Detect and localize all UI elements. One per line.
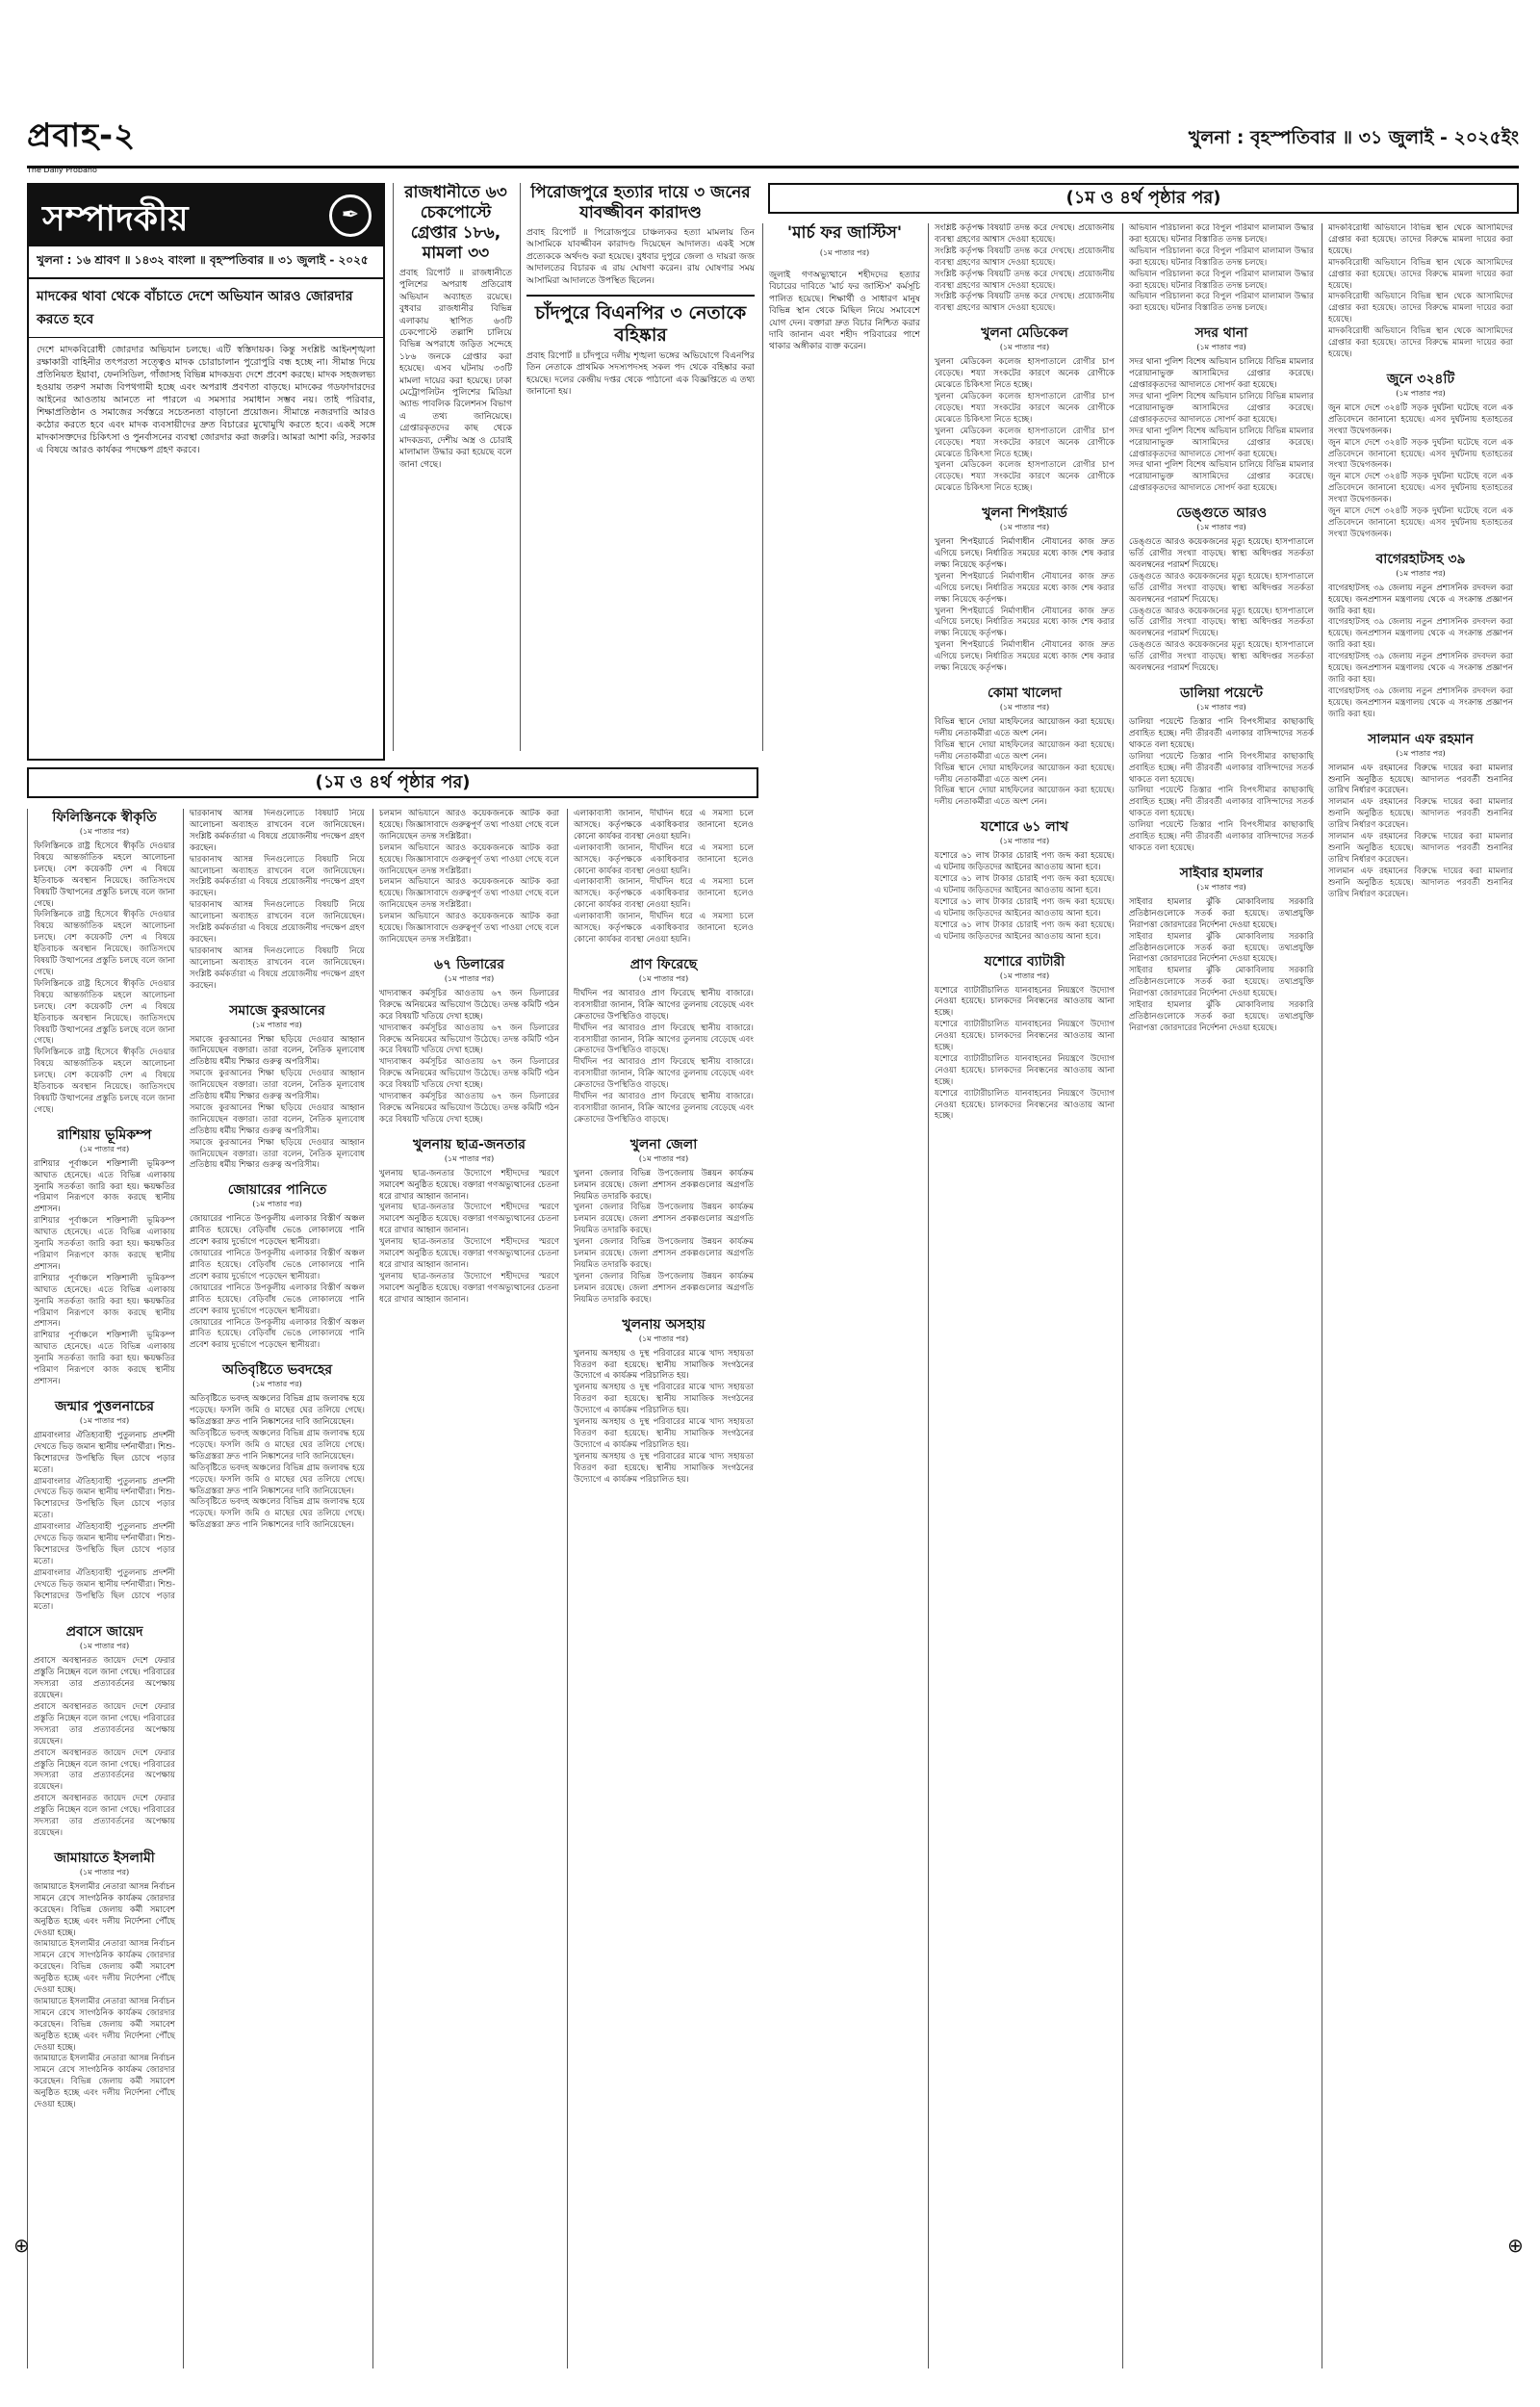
story-body: দ্বারকানাথ আসন্ন দিনগুলোতে বিষয়টি নিয়ে আলোচনা অব্যাহত রাখবেন বলে জানিয়েছেন। সংশ্লিষ্ট কর্মকর্তারা এ বিষয়ে প্রয়োজনীয় পদক্ষেপ গ্রহণ করছেন। [190,809,365,853]
story-body: দীর্ঘদিন পর আবারও প্রাণ ফিরেছে স্থানীয় বাজারে। ব্যবসায়ীরা জানান, বিক্রি আগের তুলনায় বেড়েছে এবং ক্রেতাদের উপস্থিতিও বাড়ছে। [574,1022,754,1056]
story-body: রাশিয়ার পূর্বাঞ্চলে শক্তিশালী ভূমিকম্প আঘাত হেনেছে। এতে বিভিন্ন এলাকায় সুনামি সতর্কতা জারি করা হয়। ক্ষয়ক্ষতির পরিমাণ নিরূপণে কাজ করছে স্থানীয় প্রশাসন। [34,1273,175,1330]
story-body: এলাকাবাসী জানান, দীর্ঘদিন ধরে এ সমস্যা চলে আসছে। কর্তৃপক্ষকে একাধিকবার জানানো হলেও কোনো কার্যকর ব্যবস্থা নেওয়া হয়নি। [574,877,754,911]
continued-marker: (১ম পাতার পর) [638,973,689,983]
story-body: প্রবাহ রিপোর্ট ॥ চাঁদপুরে দলীয় শৃঙ্খলা ভঙ্গের অভিযোগে বিএনপির তিন নেতাকে প্রাথমিক সদস্যপদসহ সকল পদ থেকে বহিষ্কার করা হয়েছে। দলের কেন্দ্রীয় দপ্তর থেকে পাঠানো এক বিজ্ঞপ্তিতে এ তথ্য জানানো হয়। [526,351,755,398]
story-body: দীর্ঘদিন পর আবারও প্রাণ ফিরেছে স্থানীয় বাজারে। ব্যবসায়ীরা জানান, বিক্রি আগের তুলনায় বেড়েছে এবং ক্রেতাদের উপস্থিতিও বাড়ছে। [574,1057,754,1091]
story-body: সমাজে কুরআনের শিক্ষা ছড়িয়ে দেওয়ার আহ্বান জানিয়েছেন বক্তারা। তারা বলেন, নৈতিক মূল্যবোধ প্রতিষ্ঠায় ধর্মীয় শিক্ষার গুরুত্ব অপরিসীম। [190,1069,365,1102]
continued-marker: (১ম পাতার পর) [252,1020,302,1029]
story-headline: ডালিয়া পয়েন্টে [1180,686,1263,701]
story-headline: প্রবাসে জায়েদ [65,1624,143,1641]
registration-mark-icon: ⊕ [1507,2234,1524,2257]
top-story-pirojpur-verdict [520,183,760,751]
story-body: বিভিন্ন স্থানে দোয়া মাহফিলের আয়োজন করা হয়েছে। দলীয় নেতাকর্মীরা এতে অংশ নেন। [935,763,1115,785]
continued-marker: (১ম পাতার পর) [444,1153,495,1163]
continued-marker: (১ম পাতার পর) [1396,388,1446,398]
story-body: এলাকাবাসী জানান, দীর্ঘদিন ধরে এ সমস্যা চলে আসছে। কর্তৃপক্ষকে একাধিকবার জানানো হলেও কোনো কার্যকর ব্যবস্থা নেওয়া হয়নি। [574,842,754,876]
story-body: দীর্ঘদিন পর আবারও প্রাণ ফিরেছে স্থানীয় বাজারে। ব্যবসায়ীরা জানান, বিক্রি আগের তুলনায় বেড়েছে এবং ক্রেতাদের উপস্থিতিও বাড়ছে। [574,1092,754,1125]
story-headline: যশোরে ব্যাটারী [984,953,1065,970]
story-body: চলমান অভিযানে আরও কয়েকজনকে আটক করা হয়েছে। জিজ্ঞাসাবাদে গুরুত্বপূর্ণ তথ্য পাওয়া গেছে বলে জানিয়েছেন তদন্ত সংশ্লিষ্টরা। [379,877,559,911]
story-headline: রাজধানীতে ৬৩ চেকপোস্টে গ্রেপ্তার ১৮৬, মামলা ৩৩ [404,183,507,263]
story-headline: খুলনা মেডিকেল [981,325,1068,342]
story-headline: খুলনা জেলা [629,1136,698,1152]
continued-marker: (১ম পাতার পর) [1396,568,1446,578]
logo-text: প্রবাহ-২ [27,116,137,155]
story-body: খুলনায় অসহায় ও দুস্থ পরিবারের মাঝে খাদ্য সহায়তা বিতরণ করা হয়েছে। স্থানীয় সামাজিক সংগঠনের উদ্যোগে এ কার্যক্রম পরিচালিত হয়। [574,1417,754,1450]
story-body: অভিযান পরিচালনা করে বিপুল পরিমাণ মালামাল উদ্ধার করা হয়েছে। ঘটনার বিস্তারিত তদন্ত চলছে। [1129,246,1314,268]
story-body: জোয়ারের পানিতে উপকূলীয় এলাকার বিস্তীর্ণ অঞ্চল প্লাবিত হয়েছে। বেড়িবাঁধ ভেঙে লোকালয়ে পানি প্রবেশ করায় দুর্ভোগে পড়েছেন স্থানীয়রা। [190,1214,365,1248]
story-headline: জামায়াতে ইসলামী [54,1850,155,1866]
continued-marker: (১ম পাতার পর) [444,973,495,983]
story-body: যশোরে ব্যাটারীচালিত যানবাহনের নিয়ন্ত্রণে উদ্যোগ নেওয়া হয়েছে। চালকদের নিবন্ধনের আওতায় আনা হচ্ছে। [935,1020,1115,1053]
news-story [1328,731,1513,901]
continued-marker: (১ম পাতার পর) [999,703,1050,712]
story-body: জামায়াতে ইসলামীর নেতারা আসন্ন নির্বাচন সামনে রেখে সাংগঠনিক কার্যক্রম জোরদার করেছেন। বিভিন্ন জেলায় কর্মী সমাবেশ অনুষ্ঠিত হচ্ছে এবং দলীয় নির্দেশনা পৌঁছে দেওয়া হচ্ছে। [34,2054,175,2110]
story-headline: যশোরে ৬১ লাখ [981,819,1068,836]
story-body: ফিলিস্তিনকে রাষ্ট্র হিসেবে স্বীকৃতি দেওয়ার বিষয়ে আন্তর্জাতিক মহলে আলোচনা চলছে। বেশ কয়েকটি দেশ এ বিষয়ে ইতিবাচক অবস্থান নিয়েছে। জাতিসংঘে বিষয়টি উত্থাপনের প্রস্তুতি চলছে বলে জানা গেছে। [34,1048,175,1115]
story-headline: জোয়ারের পানিতে [227,1182,327,1199]
story-body: বিভিন্ন স্থানে দোয়া মাহফিলের আয়োজন করা হয়েছে। দলীয় নেতাকর্মীরা এতে অংশ নেন। [935,786,1115,808]
news-story [935,324,1115,495]
story-body: রাশিয়ার পূর্বাঞ্চলে শক্তিশালী ভূমিকম্প আঘাত হেনেছে। এতে বিভিন্ন এলাকায় সুনামি সতর্কতা জারি করা হয়। ক্ষয়ক্ষতির পরিমাণ নিরূপণে কাজ করছে স্থানীয় প্রশাসন। [34,1331,175,1386]
story-body: সালমান এফ রহমানের বিরুদ্ধে দায়ের করা মামলার শুনানি অনুষ্ঠিত হয়েছে। আদালত পরবর্তী শুনানির তারিখ নির্ধারণ করেছেন। [1328,866,1513,899]
editorial-title: মাদকের থাবা থেকে বাঁচাতে দেশে অভিযান আরও জোরদার করতে হবে [29,279,383,338]
story-body: জামায়াতে ইসলামীর নেতারা আসন্ন নির্বাচন সামনে রেখে সাংগঠনিক কার্যক্রম জোরদার করেছেন। বিভিন্ন জেলায় কর্মী সমাবেশ অনুষ্ঠিত হচ্ছে এবং দলীয় নির্দেশনা পৌঁছে দেওয়া হচ্ছে। [34,1939,175,1996]
continued-marker: (১ম পাতার পর) [999,343,1050,352]
story-body: বিভিন্ন স্থানে দোয়া মাহফিলের আয়োজন করা হয়েছে। দলীয় নেতাকর্মীরা এতে অংশ নেন। [935,739,1115,762]
story-body: যশোরে ৬১ লাখ টাকার চোরাই পণ্য জব্দ করা হয়েছে। এ ঘটনায় জড়িতদের আইনের আওতায় আনা হবে। [935,851,1115,873]
story-body: সংশ্লিষ্ট কর্তৃপক্ষ বিষয়টি তদন্ত করে দেখছে। প্রয়োজনীয় ব্যবস্থা গ্রহণের আশ্বাস দেওয়া হয়েছে। [935,269,1115,291]
story-body: প্রবাসে অবস্থানরত জায়েদ দেশে ফেরার প্রস্তুতি নিচ্ছেন বলে জানা গেছে। পরিবারের সদস্যরা তার প্রত্যাবর্তনের অপেক্ষায় রয়েছেন। [34,1747,175,1793]
story-body: সমাজে কুরআনের শিক্ষা ছড়িয়ে দেওয়ার আহ্বান জানিয়েছেন বক্তারা। তারা বলেন, নৈতিক মূল্যবোধ প্রতিষ্ঠায় ধর্মীয় শিক্ষার গুরুত্ব অপরিসীম। [190,1102,365,1136]
story-body: খুলনা জেলার বিভিন্ন উপজেলায় উন্নয়ন কার্যক্রম চলমান রয়েছে। জেলা প্রশাসন প্রকল্পগুলোর অগ্রগতি নিয়মিত তদারকি করছে। [574,1271,754,1305]
story-body: অভিযান পরিচালনা করে বিপুল পরিমাণ মালামাল উদ্ধার করা হয়েছে। ঘটনার বিস্তারিত তদন্ত চলছে। [1129,223,1314,245]
story-body: ডালিয়া পয়েন্টে তিস্তার পানি বিপৎসীমার কাছাকাছি প্রবাহিত হচ্ছে। নদী তীরবর্তী এলাকার বাসিন্দাদের সতর্ক থাকতে বলা হয়েছে। [1129,820,1314,853]
column-6 [1122,223,1320,2368]
story-body: খুলনা মেডিকেল কলেজ হাসপাতালে রোগীর চাপ বেড়েছে। শয্যা সংকটের কারণে অনেক রোগীকে মেঝেতে চিকিৎসা নিতে হচ্ছে। [935,426,1115,459]
story-body: খুলনায় ছাত্র-জনতার উদ্যোগে শহীদদের স্মরণে সমাবেশ অনুষ্ঠিত হয়েছে। বক্তারা গণঅভ্যুত্থানের চেতনা ধরে রাখার আহ্বান জানান। [379,1271,559,1305]
editorial-heading: সম্পাদকীয় [42,199,189,239]
story-body: খুলনায় ছাত্র-জনতার উদ্যোগে শহীদদের স্মরণে সমাবেশ অনুষ্ঠিত হয়েছে। বক্তারা গণঅভ্যুত্থানের চেতনা ধরে রাখার আহ্বান জানান। [379,1237,559,1270]
story-body: প্রবাসে অবস্থানরত জায়েদ দেশে ফেরার প্রস্তুতি নিচ্ছেন বলে জানা গেছে। পরিবারের সদস্যরা তার প্রত্যাবর্তনের অপেক্ষায় রয়েছেন। [34,1702,175,1747]
editorial-box [27,183,385,761]
continued-marker: (১ম পাতার পর) [252,1380,302,1389]
news-story [34,1850,175,2111]
story-body: সালমান এফ রহমানের বিরুদ্ধে দায়ের করা মামলার শুনানি অনুষ্ঠিত হয়েছে। আদালত পরবর্তী শুনানির তারিখ নির্ধারণ করেছেন। [1328,832,1513,865]
story-body: ফিলিস্তিনকে রাষ্ট্র হিসেবে স্বীকৃতি দেওয়ার বিষয়ে আন্তর্জাতিক মহলে আলোচনা চলছে। বেশ কয়েকটি দেশ এ বিষয়ে ইতিবাচক অবস্থান নিয়েছে। জাতিসংঘে বিষয়টি উত্থাপনের প্রস্তুতি চলছে বলে জানা গেছে। [34,978,175,1047]
masthead [27,111,1519,174]
story-body: অভিযান পরিচালনা করে বিপুল পরিমাণ মালামাল উদ্ধার করা হয়েছে। ঘটনার বিস্তারিত তদন্ত চলছে। [1129,269,1314,291]
story-body: খাদ্যবান্ধব কর্মসূচির আওতায় ৬৭ জন ডিলারের বিরুদ্ধে অনিয়মের অভিযোগ উঠেছে। তদন্ত কমিটি গঠন করে বিষয়টি খতিয়ে দেখা হচ্ছে। [379,1057,559,1091]
news-story [379,1136,559,1307]
story-headline: 'মার্চ ফর জাস্টিস' [786,223,903,243]
page-dateline: খুলনা : বৃহস্পতিবার ॥ ৩১ জুলাই - ২০২৫ইং [1188,127,1519,148]
story-headline: ফিলিস্তিনকে স্বীকৃতি [52,810,157,825]
story-body: মাদকবিরোধী অভিযানে বিভিন্ন স্থান থেকে আসামিদের গ্রেপ্তার করা হয়েছে। তাদের বিরুদ্ধে মামলা দায়ের করা হয়েছে। [1328,257,1513,291]
news-story [1129,505,1314,675]
news-story [574,809,754,946]
continued-marker: (১ম পাতার পর) [1196,343,1246,352]
story-body: সদর থানা পুলিশ বিশেষ অভিযান চালিয়ে বিভিন্ন মামলার পরোয়ানাভুক্ত আসামিদের গ্রেপ্তার করেছে। গ্রেপ্তারকৃতদের আদালতে সোপর্দ করা হয়েছে। [1129,426,1314,459]
continued-marker: (১ম পাতার পর) [79,1867,130,1876]
column-2 [183,809,371,2368]
story-headline: সদর থানা [1194,325,1248,342]
continued-marker: (১ম পাতার পর) [999,971,1050,980]
column-4 [567,809,759,2368]
story-body: খাদ্যবান্ধব কর্মসূচির আওতায় ৬৭ জন ডিলারের বিরুদ্ধে অনিয়মের অভিযোগ উঠেছে। তদন্ত কমিটি গঠন করে বিষয়টি খতিয়ে দেখা হচ্ছে। [379,1092,559,1125]
story-body: সালমান এফ রহমানের বিরুদ্ধে দায়ের করা মামলার শুনানি অনুষ্ঠিত হয়েছে। আদালত পরবর্তী শুনানির তারিখ নির্ধারণ করেছেন। [1328,797,1513,831]
news-story [935,953,1115,1124]
news-story [1328,551,1513,721]
story-body: ডেঙ্গুতে আরও কয়েকজনের মৃত্যু হয়েছে। হাসপাতালে ভর্তি রোগীর সংখ্যা বাড়ছে। স্বাস্থ্য অধিদপ্তর সতর্কতা অবলম্বনের পরামর্শ দিয়েছে। [1129,537,1314,570]
news-story [34,1623,175,1840]
continued-banner-left: (১ম ও ৪র্থ পৃষ্ঠার পর) [27,767,758,798]
story-body: ডালিয়া পয়েন্টে তিস্তার পানি বিপৎসীমার কাছাকাছি প্রবাহিত হচ্ছে। নদী তীরবর্তী এলাকার বাসিন্দাদের সতর্ক থাকতে বলা হয়েছে। [1129,751,1314,785]
continued-banner-right: (১ম ও ৪র্থ পৃষ্ঠার পর) [768,183,1519,214]
news-story [34,1398,175,1615]
story-body: চলমান অভিযানে আরও কয়েকজনকে আটক করা হয়েছে। জিজ্ঞাসাবাদে গুরুত্বপূর্ণ তথ্য পাওয়া গেছে বলে জানিয়েছেন তদন্ত সংশ্লিষ্টরা। [379,842,559,876]
story-body: জুলাই গণঅভ্যুত্থানে শহীদদের হত্যার বিচারের দাবিতে 'মার্চ ফর জাস্টিস' কর্মসূচি পালিত হয়েছে। শিক্ষার্থী ও সাধারণ মানুষ বিভিন্ন স্থান থেকে মিছিল নিয়ে সমাবেশে যোগ দেন। বক্তারা দ্রুত বিচার নিশ্চিত করার দাবি জানান এবং শহীদ পরিবারের পাশে থাকার অঙ্গীকার ব্যক্ত করেন। [769,271,920,352]
story-body: সমাজে কুরআনের শিক্ষা ছড়িয়ে দেওয়ার আহ্বান জানিয়েছেন বক্তারা। তারা বলেন, নৈতিক মূল্যবোধ প্রতিষ্ঠায় ধর্মীয় শিক্ষার গুরুত্ব অপরিসীম। [190,1034,365,1068]
story-body: বাগেরহাটসহ ৩৯ জেলায় নতুন প্রশাসনিক রদবদল করা হয়েছে। জনপ্রশাসন মন্ত্রণালয় থেকে এ সংক্রান্ত প্রজ্ঞাপন জারি করা হয়। [1328,686,1513,719]
story-body: সদর থানা পুলিশ বিশেষ অভিযান চালিয়ে বিভিন্ন মামলার পরোয়ানাভুক্ত আসামিদের গ্রেপ্তার করেছে। গ্রেপ্তারকৃতদের আদালতে সোপর্দ করা হয়েছে। [1129,357,1314,391]
continued-marker: (১ম পাতার পর) [79,1415,130,1425]
news-story [379,809,559,946]
continued-marker: (১ম পাতার পর) [79,1144,130,1153]
editorial-date: খুলনা : ১৬ শ্রাবণ ॥ ১৪৩২ বাংলা ॥ বৃহস্পতিবার ॥ ৩১ জুলাই - ২০২৫ [29,246,383,279]
story-body: বাগেরহাটসহ ৩৯ জেলায় নতুন প্রশাসনিক রদবদল করা হয়েছে। জনপ্রশাসন মন্ত্রণালয় থেকে এ সংক্রান্ত প্রজ্ঞাপন জারি করা হয়। [1328,617,1513,651]
story-body: গ্রামবাংলার ঐতিহ্যবাহী পুতুলনাচ প্রদর্শনী দেখতে ভিড় জমান স্থানীয় দর্শনার্থীরা। শিশু-কিশোরদের উপস্থিতি ছিল চোখে পড়ার মতো। [34,1476,175,1521]
editorial-body: দেশে মাদকবিরোধী জোরদার অভিযান চলছে। এটি স্বস্তিদায়ক। কিন্তু সংশ্লিষ্ট আইনশৃঙ্খলা রক্ষাকারী বাহিনীর তৎপরতা সত্ত্বেও মাদক চোরাচালান পুরোপুরি বন্ধ হচ্ছে না। সীমান্ত দিয়ে প্রতিনিয়ত ইয়াবা, ফেনসিডিল, গাঁজাসহ বিভিন্ন মাদকদ্রব্য দেশে প্রবেশ করছে। মাদক সহজলভ্য হওয়ায় তরুণ সমাজ বিপথগামী হচ্ছে এবং অপরাধ প্রবণতা বাড়ছে। মাদকের গডফাদারদের আইনের আওতায় আনতে না পারলে এ সমস্যার সমাধান সম্ভব নয়। তাই পরিবার, শিক্ষাপ্রতিষ্ঠান ও সমাজের সর্বস্তরে সচেতনতা বাড়ানো প্রয়োজন। সীমান্তে নজরদারি আরও কঠোর করতে হবে এবং মাদক ব্যবসায়ীদের দ্রুত বিচারের মুখোমুখি করতে হবে। একই সঙ্গে মাদকাসক্তদের চিকিৎসা ও পুনর্বাসনের ব্যবস্থা জোরদার করা জরুরি। আমরা আশা করি, সরকার এ বিষয়ে আরও কার্যকর পদক্ষেপ গ্রহণ করবে। [37,345,375,455]
continued-marker: (১ম পাতার পর) [999,837,1050,846]
story-body: ফিলিস্তিনকে রাষ্ট্র হিসেবে স্বীকৃতি দেওয়ার বিষয়ে আন্তর্জাতিক মহলে আলোচনা চলছে। বেশ কয়েকটি দেশ এ বিষয়ে ইতিবাচক অবস্থান নিয়েছে। জাতিসংঘে বিষয়টি উত্থাপনের প্রস্তুতি চলছে বলে জানা গেছে। [34,841,175,909]
continued-marker: (১ম পাতার পর) [79,827,130,836]
story-body: খুলনা শিপইয়ার্ডে নির্মাণাধীন নৌযানের কাজ দ্রুত এগিয়ে চলছে। নির্ধারিত সময়ের মধ্যে কাজ শেষ করার লক্ষ্য নিয়েছে কর্তৃপক্ষ। [935,640,1115,674]
story-body: অভিযান পরিচালনা করে বিপুল পরিমাণ মালামাল উদ্ধার করা হয়েছে। ঘটনার বিস্তারিত তদন্ত চলছে। [1129,292,1314,314]
story-body: জোয়ারের পানিতে উপকূলীয় এলাকার বিস্তীর্ণ অঞ্চল প্লাবিত হয়েছে। বেড়িবাঁধ ভেঙে লোকালয়ে পানি প্রবেশ করায় দুর্ভোগে পড়েছেন স্থানীয়রা। [190,1249,365,1281]
story-body: রাশিয়ার পূর্বাঞ্চলে শক্তিশালী ভূমিকম্প আঘাত হেনেছে। এতে বিভিন্ন এলাকায় সুনামি সতর্কতা জারি করা হয়। ক্ষয়ক্ষতির পরিমাণ নিরূপণে কাজ করছে স্থানীয় প্রশাসন। [34,1216,175,1272]
news-story [1129,223,1314,315]
story-headline: রাশিয়ায় ভূমিকম্প [57,1126,152,1143]
news-story [1129,865,1314,1035]
story-body: খুলনায় অসহায় ও দুস্থ পরিবারের মাঝে খাদ্য সহায়তা বিতরণ করা হয়েছে। স্থানীয় সামাজিক সংগঠনের উদ্যোগে এ কার্যক্রম পরিচালিত হয়। [574,1451,754,1485]
story-body: সাইবার হামলার ঝুঁকি মোকাবিলায় সরকারি প্রতিষ্ঠানগুলোকে সতর্ক করা হয়েছে। তথ্যপ্রযুক্তি নিরাপত্তা জোরদারের নির্দেশনা দেওয়া হয়েছে। [1129,966,1314,999]
continued-marker: (১ম পাতার পর) [999,523,1050,532]
column-5 [928,223,1120,2368]
story-body: ডালিয়া পয়েন্টে তিস্তার পানি বিপৎসীমার কাছাকাছি প্রবাহিত হচ্ছে। নদী তীরবর্তী এলাকার বাসিন্দাদের সতর্ক থাকতে বলা হয়েছে। [1129,717,1314,750]
story-body: বাগেরহাটসহ ৩৯ জেলায় নতুন প্রশাসনিক রদবদল করা হয়েছে। জনপ্রশাসন মন্ত্রণালয় থেকে এ সংক্রান্ত প্রজ্ঞাপন জারি করা হয়। [1328,652,1513,685]
story-headline: প্রাণ ফিরেছে [629,956,698,972]
story-body: জামায়াতে ইসলামীর নেতারা আসন্ন নির্বাচন সামনে রেখে সাংগঠনিক কার্যক্রম জোরদার করেছেন। বিভিন্ন জেলায় কর্মী সমাবেশ অনুষ্ঠিত হচ্ছে এবং দলীয় নির্দেশনা পৌঁছে দেওয়া হচ্ছে। [34,1881,175,1938]
news-story [190,1361,365,1532]
story-body: অতিবৃষ্টিতে ভবদহ অঞ্চলের বিভিন্ন গ্রাম জলাবদ্ধ হয়ে পড়েছে। ফসলি জমি ও মাছের ঘের তলিয়ে গেছে। ক্ষতিগ্রস্তরা দ্রুত পানি নিষ্কাশনের দাবি জানিয়েছেন। [190,1497,365,1531]
story-body: যশোরে ৬১ লাখ টাকার চোরাই পণ্য জব্দ করা হয়েছে। এ ঘটনায় জড়িতদের আইনের আওতায় আনা হবে। [935,874,1115,895]
story-body: বাগেরহাটসহ ৩৯ জেলায় নতুন প্রশাসনিক রদবদল করা হয়েছে। জনপ্রশাসন মন্ত্রণালয় থেকে এ সংক্রান্ত প্রজ্ঞাপন জারি করা হয়। [1328,582,1513,616]
story-body: জুন মাসে দেশে ৩২৪টি সড়ক দুর্ঘটনা ঘটেছে বলে এক প্রতিবেদনে জানানো হয়েছে। এসব দুর্ঘটনায় হতাহতের সংখ্যা উদ্বেগজনক। [1328,437,1513,471]
logo-subtitle: The Daily Probaho [27,166,97,174]
continued-marker: (১ম পাতার পর) [819,248,870,257]
story-body: অতিবৃষ্টিতে ভবদহ অঞ্চলের বিভিন্ন গ্রাম জলাবদ্ধ হয়ে পড়েছে। ফসলি জমি ও মাছের ঘের তলিয়ে গেছে। ক্ষতিগ্রস্তরা দ্রুত পানি নিষ্কাশনের দাবি জানিয়েছেন। [190,1428,365,1462]
story-body: যশোরে ৬১ লাখ টাকার চোরাই পণ্য জব্দ করা হয়েছে। এ ঘটনায় জড়িতদের আইনের আওতায় আনা হবে। [935,896,1115,919]
newspaper-logo [27,111,136,174]
story-body: যশোরে ব্যাটারীচালিত যানবাহনের নিয়ন্ত্রণে উদ্যোগ নেওয়া হয়েছে। চালকদের নিবন্ধনের আওতায় আনা হচ্ছে। [935,985,1115,1019]
story-body: মাদকবিরোধী অভিযানে বিভিন্ন স্থান থেকে আসামিদের গ্রেপ্তার করা হয়েছে। তাদের বিরুদ্ধে মামলা দায়ের করা হয়েছে। [1328,223,1513,256]
story-headline: সমাজে কুরআনের [229,1002,325,1019]
story-body: খুলনা জেলার বিভিন্ন উপজেলায় উন্নয়ন কার্যক্রম চলমান রয়েছে। জেলা প্রশাসন প্রকল্পগুলোর অগ্রগতি নিয়মিত তদারকি করছে। [574,1203,754,1236]
story-headline: ৬৭ ডিলারের [434,956,504,972]
news-story [574,956,754,1126]
story-body: গ্রামবাংলার ঐতিহ্যবাহী পুতুলনাচ প্রদর্শনী দেখতে ভিড় জমান স্থানীয় দর্শনার্থীরা। শিশু-কিশোরদের উপস্থিতি ছিল চোখে পড়ার মতো। [34,1522,175,1566]
story-headline: অতিবৃষ্টিতে ভবদহের [221,1362,333,1379]
column-1 [27,809,181,2368]
story-body: খুলনায় ছাত্র-জনতার উদ্যোগে শহীদদের স্মরণে সমাবেশ অনুষ্ঠিত হয়েছে। বক্তারা গণঅভ্যুত্থানের চেতনা ধরে রাখার আহ্বান জানান। [379,1203,559,1236]
story-body: খুলনায় অসহায় ও দুস্থ পরিবারের মাঝে খাদ্য সহায়তা বিতরণ করা হয়েছে। স্থানীয় সামাজিক সংগঠনের উদ্যোগে এ কার্যক্রম পরিচালিত হয়। [574,1383,754,1416]
story-body: খুলনা মেডিকেল কলেজ হাসপাতালে রোগীর চাপ বেড়েছে। শয্যা সংকটের কারণে অনেক রোগীকে মেঝেতে চিকিৎসা নিতে হচ্ছে। [935,391,1115,425]
continued-marker: (১ম পাতার পর) [1196,882,1246,892]
story-body: খুলনা শিপইয়ার্ডে নির্মাণাধীন নৌযানের কাজ দ্রুত এগিয়ে চলছে। নির্ধারিত সময়ের মধ্যে কাজ শেষ করার লক্ষ্য নিয়েছে কর্তৃপক্ষ। [935,537,1115,570]
story-body: খুলনায় অসহায় ও দুস্থ পরিবারের মাঝে খাদ্য সহায়তা বিতরণ করা হয়েছে। স্থানীয় সামাজিক সংগঠনের উদ্যোগে এ কার্যক্রম পরিচালিত হয়। [574,1348,754,1382]
top-story-dhaka-checkpost [393,183,518,751]
news-story [935,818,1115,943]
story-headline: ডেঙ্গুতে আরও [1175,505,1267,522]
story-body: সালমান এফ রহমানের বিরুদ্ধে দায়ের করা মামলার শুনানি অনুষ্ঠিত হয়েছে। আদালত পরবর্তী শুনানির তারিখ নির্ধারণ করেছেন। [1328,763,1513,796]
story-headline: জুনে ৩২৪টি [1386,371,1455,387]
continued-marker: (১ম পাতার পর) [638,1153,689,1163]
news-story [935,505,1115,675]
story-body: প্রবাহ রিপোর্ট ॥ পিরোজপুরে চাঞ্চল্যকর হত্যা মামলায় তিন আসামিকে যাবজ্জীবন কারাদণ্ড দিয়েছেন আদালত। একই সঙ্গে প্রত্যেককে অর্থদণ্ড করা হয়েছে। বুধবার দুপুরে জেলা ও দায়রা জজ আদালতের বিচারক এ রায় ঘোষণা করেন। রায় ঘোষণার সময় আসামিরা আদালতে উপস্থিত ছিলেন। [526,228,755,286]
story-body: এলাকাবাসী জানান, দীর্ঘদিন ধরে এ সমস্যা চলে আসছে। কর্তৃপক্ষকে একাধিকবার জানানো হলেও কোনো কার্যকর ব্যবস্থা নেওয়া হয়নি। [574,912,754,945]
story-body: জামায়াতে ইসলামীর নেতারা আসন্ন নির্বাচন সামনে রেখে সাংগঠনিক কার্যক্রম জোরদার করেছেন। বিভিন্ন জেলায় কর্মী সমাবেশ অনুষ্ঠিত হচ্ছে এবং দলীয় নির্দেশনা পৌঁছে দেওয়া হচ্ছে। [34,1996,175,2053]
column-3 [372,809,565,2368]
story-body: অতিবৃষ্টিতে ভবদহ অঞ্চলের বিভিন্ন গ্রাম জলাবদ্ধ হয়ে পড়েছে। ফসলি জমি ও মাছের ঘের তলিয়ে গেছে। ক্ষতিগ্রস্তরা দ্রুত পানি নিষ্কাশনের দাবি জানিয়েছেন। [190,1394,365,1428]
story-body: এলাকাবাসী জানান, দীর্ঘদিন ধরে এ সমস্যা চলে আসছে। কর্তৃপক্ষকে একাধিকবার জানানো হলেও কোনো কার্যকর ব্যবস্থা নেওয়া হয়নি। [574,809,754,841]
story-body: খুলনা মেডিকেল কলেজ হাসপাতালে রোগীর চাপ বেড়েছে। শয্যা সংকটের কারণে অনেক রোগীকে মেঝেতে চিকিৎসা নিতে হচ্ছে। [935,357,1115,391]
story-body: প্রবাসে অবস্থানরত জায়েদ দেশে ফেরার প্রস্তুতি নিচ্ছেন বলে জানা গেছে। পরিবারের সদস্যরা তার প্রত্যাবর্তনের অপেক্ষায় রয়েছেন। [34,1656,175,1701]
top-story-march-for-justice [762,223,926,751]
story-body: চলমান অভিযানে আরও কয়েকজনকে আটক করা হয়েছে। জিজ্ঞাসাবাদে গুরুত্বপূর্ণ তথ্য পাওয়া গেছে বলে জানিয়েছেন তদন্ত সংশ্লিষ্টরা। [379,809,559,841]
story-headline: জন্মার পুত্তলনাচের [54,1398,154,1414]
story-body: দ্বারকানাথ আসন্ন দিনগুলোতে বিষয়টি নিয়ে আলোচনা অব্যাহত রাখবেন বলে জানিয়েছেন। সংশ্লিষ্ট কর্মকর্তারা এ বিষয়ে প্রয়োজনীয় পদক্ষেপ গ্রহণ করছেন। [190,900,365,945]
story-body: প্রবাহ রিপোর্ট ॥ রাজধানীতে পুলিশের অপরাধ প্রতিরোধ অভিযান অব্যাহত রয়েছে। বুধবার রাজধানীর বিভিন্ন এলাকায় স্থাপিত ৬৩টি চেকপোস্টে তল্লাশি চালিয়ে বিভিন্ন অপরাধে জড়িত সন্দেহে ১৮৬ জনকে গ্রেপ্তার করা হয়েছে। এসব ঘটনায় ৩৩টি মামলা দায়ের করা হয়েছে। ঢাকা মেট্রোপলিটন পুলিশের মিডিয়া অ্যান্ড পাবলিক রিলেশনস বিভাগ এ তথ্য জানিয়েছে। গ্রেপ্তারকৃতদের কাছ থেকে মাদকদ্রব্য, দেশীয় অস্ত্র ও চোরাই মালামাল উদ্ধার করা হয়েছে বলে জানা গেছে। [399,269,512,470]
story-body: খুলনায় ছাত্র-জনতার উদ্যোগে শহীদদের স্মরণে সমাবেশ অনুষ্ঠিত হয়েছে। বক্তারা গণঅভ্যুত্থানের চেতনা ধরে রাখার আহ্বান জানান। [379,1168,559,1202]
news-story [190,1181,365,1352]
story-body: মাদকবিরোধী অভিযানে বিভিন্ন স্থান থেকে আসামিদের গ্রেপ্তার করা হয়েছে। তাদের বিরুদ্ধে মামলা দায়ের করা হয়েছে। [1328,326,1513,359]
story-body: খাদ্যবান্ধব কর্মসূচির আওতায় ৬৭ জন ডিলারের বিরুদ্ধে অনিয়মের অভিযোগ উঠেছে। তদন্ত কমিটি গঠন করে বিষয়টি খতিয়ে দেখা হচ্ছে। [379,1022,559,1056]
story-body: ডালিয়া পয়েন্টে তিস্তার পানি বিপৎসীমার কাছাকাছি প্রবাহিত হচ্ছে। নদী তীরবর্তী এলাকার বাসিন্দাদের সতর্ক থাকতে বলা হয়েছে। [1129,786,1314,819]
story-body: খাদ্যবান্ধব কর্মসূচির আওতায় ৬৭ জন ডিলারের বিরুদ্ধে অনিয়মের অভিযোগ উঠেছে। তদন্ত কমিটি গঠন করে বিষয়টি খতিয়ে দেখা হচ্ছে। [379,988,559,1022]
story-body: যশোরে ৬১ লাখ টাকার চোরাই পণ্য জব্দ করা হয়েছে। এ ঘটনায় জড়িতদের আইনের আওতায় আনা হবে। [935,919,1115,942]
story-body: ডেঙ্গুতে আরও কয়েকজনের মৃত্যু হয়েছে। হাসপাতালে ভর্তি রোগীর সংখ্যা বাড়ছে। স্বাস্থ্য অধিদপ্তর সতর্কতা অবলম্বনের পরামর্শ দিয়েছে। [1129,640,1314,674]
story-body: দ্বারকানাথ আসন্ন দিনগুলোতে বিষয়টি নিয়ে আলোচনা অব্যাহত রাখবেন বলে জানিয়েছেন। সংশ্লিষ্ট কর্মকর্তারা এ বিষয়ে প্রয়োজনীয় পদক্ষেপ গ্রহণ করছেন। [190,945,365,991]
story-body: খুলনা শিপইয়ার্ডে নির্মাণাধীন নৌযানের কাজ দ্রুত এগিয়ে চলছে। নির্ধারিত সময়ের মধ্যে কাজ শেষ করার লক্ষ্য নিয়েছে কর্তৃপক্ষ। [935,571,1115,605]
news-story [1129,685,1314,855]
story-body: যশোরে ব্যাটারীচালিত যানবাহনের নিয়ন্ত্রণে উদ্যোগ নেওয়া হয়েছে। চালকদের নিবন্ধনের আওতায় আনা হচ্ছে। [935,1053,1115,1087]
story-headline: কোমা খালেদা [988,686,1062,701]
story-body: জোয়ারের পানিতে উপকূলীয় এলাকার বিস্তীর্ণ অঞ্চল প্লাবিত হয়েছে। বেড়িবাঁধ ভেঙে লোকালয়ে পানি প্রবেশ করায় দুর্ভোগে পড়েছেন স্থানীয়রা। [190,1282,365,1316]
story-body: প্রবাসে অবস্থানরত জায়েদ দেশে ফেরার প্রস্তুতি নিচ্ছেন বলে জানা গেছে। পরিবারের সদস্যরা তার প্রত্যাবর্তনের অপেক্ষায় রয়েছেন। [34,1794,175,1838]
column-7 [1322,223,1519,2368]
story-body: ফিলিস্তিনকে রাষ্ট্র হিসেবে স্বীকৃতি দেওয়ার বিষয়ে আন্তর্জাতিক মহলে আলোচনা চলছে। বেশ কয়েকটি দেশ এ বিষয়ে ইতিবাচক অবস্থান নিয়েছে। জাতিসংঘে বিষয়টি উত্থাপনের প্রস্তুতি চলছে বলে জানা গেছে। [34,910,175,977]
editorial-header [29,185,383,246]
story-body: দীর্ঘদিন পর আবারও প্রাণ ফিরেছে স্থানীয় বাজারে। ব্যবসায়ীরা জানান, বিক্রি আগের তুলনায় বেড়েছে এবং ক্রেতাদের উপস্থিতিও বাড়ছে। [574,988,754,1022]
news-story [935,685,1115,809]
news-story [1328,371,1513,541]
story-body: দ্বারকানাথ আসন্ন দিনগুলোতে বিষয়টি নিয়ে আলোচনা অব্যাহত রাখবেন বলে জানিয়েছেন। সংশ্লিষ্ট কর্মকর্তারা এ বিষয়ে প্রয়োজনীয় পদক্ষেপ গ্রহণ করছেন। [190,854,365,899]
story-headline: বাগেরহাটসহ ৩৯ [1375,551,1466,567]
continued-marker: (১ম পাতার পর) [1396,748,1446,758]
story-body: গ্রামবাংলার ঐতিহ্যবাহী পুতুলনাচ প্রদর্শনী দেখতে ভিড় জমান স্থানীয় দর্শনার্থীরা। শিশু-কিশোরদের উপস্থিতি ছিল চোখে পড়ার মতো। [34,1567,175,1613]
news-story [574,1316,754,1487]
story-body: ডেঙ্গুতে আরও কয়েকজনের মৃত্যু হয়েছে। হাসপাতালে ভর্তি রোগীর সংখ্যা বাড়ছে। স্বাস্থ্য অধিদপ্তর সতর্কতা অবলম্বনের পরামর্শ দিয়েছে। [1129,606,1314,639]
story-body: রাশিয়ার পূর্বাঞ্চলে শক্তিশালী ভূমিকম্প আঘাত হেনেছে। এতে বিভিন্ন এলাকায় সুনামি সতর্কতা জারি করা হয়। ক্ষয়ক্ষতির পরিমাণ নিরূপণে কাজ করছে স্থানীয় প্রশাসন। [34,1158,175,1215]
news-story [190,1002,365,1173]
news-story [190,809,365,993]
story-headline: পিরোজপুরে হত্যার দায়ে ৩ জনের যাবজ্জীবন কারাদণ্ড [530,183,751,222]
story-body: জুন মাসে দেশে ৩২৪টি সড়ক দুর্ঘটনা ঘটেছে বলে এক প্রতিবেদনে জানানো হয়েছে। এসব দুর্ঘটনায় হতাহতের সংখ্যা উদ্বেগজনক। [1328,506,1513,539]
story-headline: সাইবার হামলার [1179,865,1264,881]
story-body: জুন মাসে দেশে ৩২৪টি সড়ক দুর্ঘটনা ঘটেছে বলে এক প্রতিবেদনে জানানো হয়েছে। এসব দুর্ঘটনায় হতাহতের সংখ্যা উদ্বেগজনক। [1328,402,1513,436]
story-body: গ্রামবাংলার ঐতিহ্যবাহী পুতুলনাচ প্রদর্শনী দেখতে ভিড় জমান স্থানীয় দর্শনার্থীরা। শিশু-কিশোরদের উপস্থিতি ছিল চোখে পড়ার মতো। [34,1430,175,1475]
news-story [1129,324,1314,495]
continued-marker: (১ম পাতার পর) [252,1200,302,1209]
continued-marker: (১ম পাতার পর) [1196,523,1246,532]
story-body: সাইবার হামলার ঝুঁকি মোকাবিলায় সরকারি প্রতিষ্ঠানগুলোকে সতর্ক করা হয়েছে। তথ্যপ্রযুক্তি নিরাপত্তা জোরদারের নির্দেশনা দেওয়া হয়েছে। [1129,931,1314,965]
chandpur-bnp-headline: চাঁদপুরে বিএনপির ৩ নেতাকে বহিষ্কার [526,295,755,347]
pen-nib-icon: ✒ [329,194,372,237]
story-body: সাইবার হামলার ঝুঁকি মোকাবিলায় সরকারি প্রতিষ্ঠানগুলোকে সতর্ক করা হয়েছে। তথ্যপ্রযুক্তি নিরাপত্তা জোরদারের নির্দেশনা দেওয়া হয়েছে। [1129,896,1314,930]
story-body: অতিবৃষ্টিতে ভবদহ অঞ্চলের বিভিন্ন গ্রাম জলাবদ্ধ হয়ে পড়েছে। ফসলি জমি ও মাছের ঘের তলিয়ে গেছে। ক্ষতিগ্রস্তরা দ্রুত পানি নিষ্কাশনের দাবি জানিয়েছেন। [190,1462,365,1496]
story-body: সংশ্লিষ্ট কর্তৃপক্ষ বিষয়টি তদন্ত করে দেখছে। প্রয়োজনীয় ব্যবস্থা গ্রহণের আশ্বাস দেওয়া হয়েছে। [935,246,1115,268]
story-body: মাদকবিরোধী অভিযানে বিভিন্ন স্থান থেকে আসামিদের গ্রেপ্তার করা হয়েছে। তাদের বিরুদ্ধে মামলা দায়ের করা হয়েছে। [1328,292,1513,325]
story-body: সদর থানা পুলিশ বিশেষ অভিযান চালিয়ে বিভিন্ন মামলার পরোয়ানাভুক্ত আসামিদের গ্রেপ্তার করেছে। গ্রেপ্তারকৃতদের আদালতে সোপর্দ করা হয়েছে। [1129,460,1314,494]
story-body: সমাজে কুরআনের শিক্ষা ছড়িয়ে দেওয়ার আহ্বান জানিয়েছেন বক্তারা। তারা বলেন, নৈতিক মূল্যবোধ প্রতিষ্ঠায় ধর্মীয় শিক্ষার গুরুত্ব অপরিসীম। [190,1137,365,1171]
news-story [935,223,1115,315]
news-story [379,956,559,1126]
story-body: খুলনা শিপইয়ার্ডে নির্মাণাধীন নৌযানের কাজ দ্রুত এগিয়ে চলছে। নির্ধারিত সময়ের মধ্যে কাজ শেষ করার লক্ষ্য নিয়েছে কর্তৃপক্ষ। [935,606,1115,639]
story-body: সংশ্লিষ্ট কর্তৃপক্ষ বিষয়টি তদন্ত করে দেখছে। প্রয়োজনীয় ব্যবস্থা গ্রহণের আশ্বাস দেওয়া হয়েছে। [935,292,1115,314]
story-body: জোয়ারের পানিতে উপকূলীয় এলাকার বিস্তীর্ণ অঞ্চল প্লাবিত হয়েছে। বেড়িবাঁধ ভেঙে লোকালয়ে পানি প্রবেশ করায় দুর্ভোগে পড়েছেন স্থানীয়রা। [190,1317,365,1351]
story-body: ডেঙ্গুতে আরও কয়েকজনের মৃত্যু হয়েছে। হাসপাতালে ভর্তি রোগীর সংখ্যা বাড়ছে। স্বাস্থ্য অধিদপ্তর সতর্কতা অবলম্বনের পরামর্শ দিয়েছে। [1129,571,1314,605]
story-body: যশোরে ব্যাটারীচালিত যানবাহনের নিয়ন্ত্রণে উদ্যোগ নেওয়া হয়েছে। চালকদের নিবন্ধনের আওতায় আনা হচ্ছে। [935,1088,1115,1122]
story-body: সদর থানা পুলিশ বিশেষ অভিযান চালিয়ে বিভিন্ন মামলার পরোয়ানাভুক্ত আসামিদের গ্রেপ্তার করেছে। গ্রেপ্তারকৃতদের আদালতে সোপর্দ করা হয়েছে। [1129,391,1314,425]
story-body: বিভিন্ন স্থানে দোয়া মাহফিলের আয়োজন করা হয়েছে। দলীয় নেতাকর্মীরা এতে অংশ নেন। [935,717,1115,738]
story-body: সংশ্লিষ্ট কর্তৃপক্ষ বিষয়টি তদন্ত করে দেখছে। প্রয়োজনীয় ব্যবস্থা গ্রহণের আশ্বাস দেওয়া হয়েছে। [935,223,1115,245]
continued-marker: (১ম পাতার পর) [638,1333,689,1343]
story-headline: সালমান এফ রহমান [1368,731,1474,747]
story-body: জুন মাসে দেশে ৩২৪টি সড়ক দুর্ঘটনা ঘটেছে বলে এক প্রতিবেদনে জানানো হয়েছে। এসব দুর্ঘটনায় হতাহতের সংখ্যা উদ্বেগজনক। [1328,472,1513,505]
story-headline: খুলনায় ছাত্র-জনতার [413,1136,526,1152]
story-body: চলমান অভিযানে আরও কয়েকজনকে আটক করা হয়েছে। জিজ্ঞাসাবাদে গুরুত্বপূর্ণ তথ্য পাওয়া গেছে বলে জানিয়েছেন তদন্ত সংশ্লিষ্টরা। [379,912,559,945]
registration-mark-icon: ⊕ [13,2234,30,2257]
story-body: খুলনা মেডিকেল কলেজ হাসপাতালে রোগীর চাপ বেড়েছে। শয্যা সংকটের কারণে অনেক রোগীকে মেঝেতে চিকিৎসা নিতে হচ্ছে। [935,460,1115,494]
news-story [1328,223,1513,361]
news-story [34,809,175,1117]
continued-marker: (১ম পাতার পর) [79,1642,130,1651]
story-body: সাইবার হামলার ঝুঁকি মোকাবিলায় সরকারি প্রতিষ্ঠানগুলোকে সতর্ক করা হয়েছে। তথ্যপ্রযুক্তি নিরাপত্তা জোরদারের নির্দেশনা দেওয়া হয়েছে। [1129,1000,1314,1033]
story-body: খুলনা জেলার বিভিন্ন উপজেলায় উন্নয়ন কার্যক্রম চলমান রয়েছে। জেলা প্রশাসন প্রকল্পগুলোর অগ্রগতি নিয়মিত তদারকি করছে। [574,1168,754,1202]
continued-marker: (১ম পাতার পর) [1196,703,1246,712]
story-body: খুলনা জেলার বিভিন্ন উপজেলায় উন্নয়ন কার্যক্রম চলমান রয়েছে। জেলা প্রশাসন প্রকল্পগুলোর অগ্রগতি নিয়মিত তদারকি করছে। [574,1237,754,1270]
news-story [574,1136,754,1307]
story-headline: খুলনায় অসহায় [622,1316,706,1333]
story-headline: খুলনা শিপইয়ার্ড [982,505,1067,522]
news-story [34,1126,175,1388]
